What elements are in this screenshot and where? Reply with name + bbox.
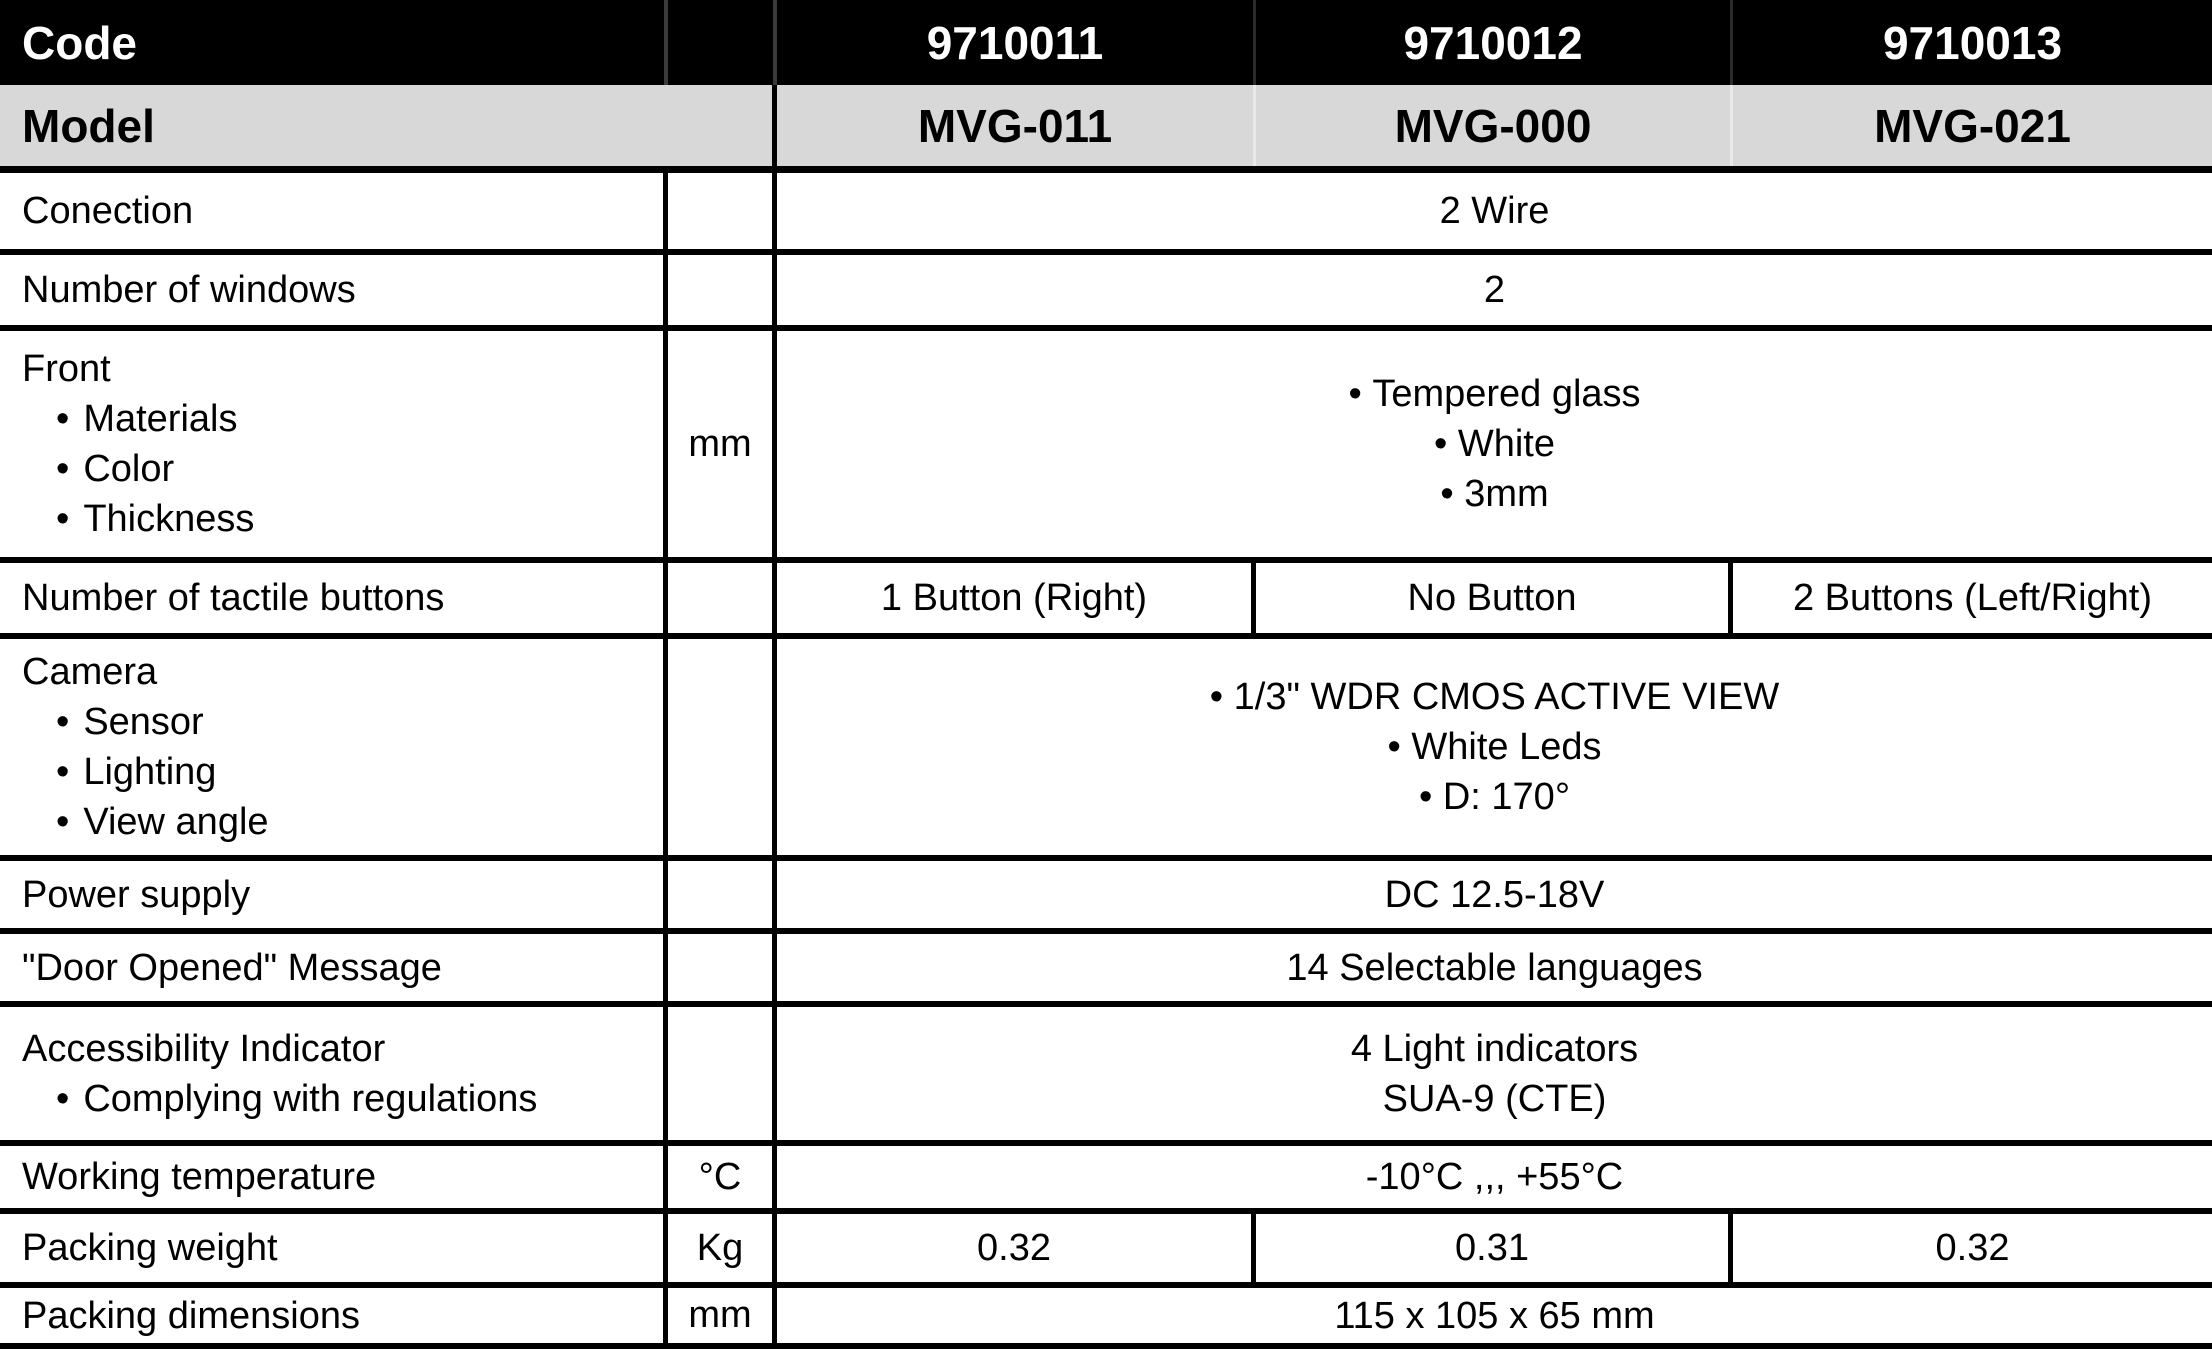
row-power-supply: [0, 861, 2212, 934]
row-label-cell: [0, 563, 668, 633]
row-conection: [0, 173, 2212, 255]
label-bullet-line: • Color: [22, 444, 663, 494]
row-packing-weight: [0, 1214, 2212, 1288]
label-bullet-line: • Sensor: [22, 697, 663, 747]
model-value-3: MVG-021: [1874, 99, 2071, 152]
value-text: 1 Button (Right): [880, 576, 1148, 619]
unit-cell: [668, 934, 777, 1001]
code-value-3: 9710013: [1882, 16, 2063, 69]
value-text: 2: [1483, 269, 1506, 311]
row-label-cell: [0, 173, 668, 249]
code-unit-cell: [668, 0, 777, 85]
value-text: 2 Wire: [1439, 190, 1550, 232]
model-row: [0, 85, 2212, 173]
value-cell-3: [1733, 563, 2212, 633]
value-cell-1: [777, 563, 1256, 633]
code-value-2: 9710012: [1403, 16, 1583, 69]
code-label-cell: [0, 0, 668, 85]
value-text: 14 Selectable languages: [1286, 946, 1703, 989]
value-cell: [777, 331, 2212, 557]
unit-text: Kg: [696, 1226, 744, 1269]
value-bullet-line: • D: 170°: [1419, 772, 1570, 822]
row-label-cell: [0, 1214, 668, 1282]
label-bullet-line: • Complying with regulations: [22, 1074, 663, 1124]
unit-text: mm: [688, 422, 752, 465]
row-label-cell: [0, 639, 668, 855]
value-text: 115 x 105 x 65 mm: [1334, 1294, 1655, 1337]
unit-text: mm: [688, 1294, 752, 1336]
row-windows: [0, 255, 2212, 331]
unit-cell: [668, 563, 777, 633]
row-working-temperature: [0, 1146, 2212, 1214]
code-cell-1: [777, 0, 1256, 85]
value-cell: [777, 173, 2212, 249]
model-cell-2: [1256, 85, 1733, 166]
row-label-cell: [0, 1288, 668, 1343]
value-cell: [777, 639, 2212, 855]
row-label: Accessibility Indicator: [22, 1027, 386, 1070]
value-text: 0.32: [1935, 1226, 2010, 1269]
row-label: Number of tactile buttons: [22, 577, 445, 619]
row-label: Camera: [22, 651, 158, 693]
row-camera: [0, 639, 2212, 861]
value-bullet-line: • 1/3" WDR CMOS ACTIVE VIEW: [1210, 672, 1779, 722]
label-bullet-line: • View angle: [22, 797, 663, 847]
label-bullet-line: • Thickness: [22, 494, 663, 544]
value-bullet-line: • White Leds: [1388, 722, 1602, 772]
value-text: DC 12.5-18V: [1384, 873, 1605, 916]
row-door-opened-message: [0, 934, 2212, 1007]
model-value-1: MVG-011: [917, 99, 1113, 152]
model-cell-1: [777, 85, 1256, 166]
unit-cell: [668, 1288, 777, 1343]
row-front: [0, 331, 2212, 563]
value-text: 2 Buttons (Left/Right): [1792, 576, 2153, 619]
value-text: 0.32: [977, 1226, 1051, 1269]
unit-cell: [668, 639, 777, 855]
value-cell-3: [1733, 1214, 2212, 1282]
code-label: Code: [22, 16, 137, 69]
model-value-2: MVG-000: [1394, 99, 1592, 152]
value-cell: [777, 861, 2212, 928]
unit-cell: [668, 1007, 777, 1140]
code-cell-2: [1256, 0, 1733, 85]
value-cell: [777, 255, 2212, 325]
value-cell: [777, 1007, 2212, 1140]
row-label-cell: [0, 331, 668, 557]
row-label-cell: [0, 1007, 668, 1140]
row-label: Front: [22, 348, 111, 390]
row-tactile-buttons: [0, 563, 2212, 639]
value-cell: [777, 1146, 2212, 1208]
unit-cell: [668, 1214, 777, 1282]
value-cell-1: [777, 1214, 1256, 1282]
row-label: Number of windows: [22, 269, 356, 311]
row-label: "Door Opened" Message: [22, 946, 442, 989]
value-text: No Button: [1407, 576, 1577, 619]
value-line: SUA-9 (CTE): [1382, 1077, 1607, 1120]
code-cell-3: [1733, 0, 2212, 85]
unit-cell: [668, 255, 777, 325]
unit-cell: [668, 173, 777, 249]
label-bullet-line: • Materials: [22, 394, 663, 444]
model-cell-3: [1733, 85, 2212, 166]
value-text: 0.31: [1455, 1226, 1529, 1269]
row-label-cell: [0, 934, 668, 1001]
value-text: -10°C ,,, +55°C: [1365, 1156, 1624, 1198]
value-cell-2: [1256, 563, 1733, 633]
value-bullet-line: • Tempered glass: [1348, 369, 1640, 419]
row-label-cell: [0, 861, 668, 928]
unit-cell: [668, 1146, 777, 1208]
value-bullet-line: • White: [1434, 419, 1555, 469]
row-label: Packing dimensions: [22, 1294, 360, 1337]
value-bullet-line: • 3mm: [1440, 469, 1548, 519]
unit-cell: [668, 331, 777, 557]
unit-cell: [668, 861, 777, 928]
row-packing-dimensions: [0, 1288, 2212, 1349]
row-label: Working temperature: [22, 1156, 377, 1198]
row-accessibility-indicator: [0, 1007, 2212, 1146]
row-label-cell: [0, 1146, 668, 1208]
code-value-1: 9710011: [926, 16, 1104, 69]
code-row: [0, 0, 2212, 85]
row-label: Packing weight: [22, 1227, 278, 1269]
model-label-cell: [0, 85, 777, 166]
unit-text: °C: [698, 1155, 742, 1198]
model-label: Model: [22, 99, 155, 152]
row-label: Conection: [22, 190, 194, 232]
row-label: Power supply: [22, 873, 251, 916]
value-line: 4 Light indicators: [1350, 1027, 1639, 1070]
value-cell: [777, 1288, 2212, 1343]
row-label-cell: [0, 255, 668, 325]
label-bullet-line: • Lighting: [22, 747, 663, 797]
value-cell: [777, 934, 2212, 1001]
value-cell-2: [1256, 1214, 1733, 1282]
